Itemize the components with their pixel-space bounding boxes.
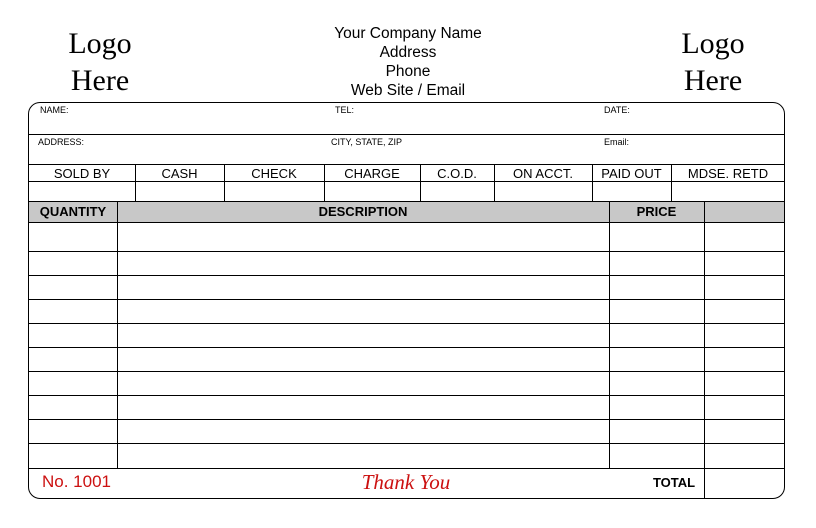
items-column-divider: [609, 201, 610, 468]
logo-right-line2: Here: [683, 64, 743, 97]
payment-paid-out: PAID OUT: [601, 166, 662, 181]
name-label: NAME:: [40, 105, 69, 115]
item-row-line: [29, 347, 785, 348]
payment-on-acct: ON ACCT.: [513, 166, 573, 181]
logo-left-line1: Logo: [68, 27, 132, 60]
company-name: Your Company Name: [334, 25, 482, 42]
description-header: DESCRIPTION: [318, 204, 408, 219]
company-phone: Phone: [385, 63, 431, 80]
company-header: [280, 24, 536, 100]
company-web: Web Site / Email: [350, 82, 466, 99]
payment-mdse-retd: MDSE. RETD: [687, 166, 769, 181]
thank-you-note: Thank You: [361, 470, 451, 494]
items-column-divider: [117, 201, 118, 468]
logo-placeholder-left: [35, 25, 165, 99]
items-column-divider: [704, 201, 705, 498]
payment-cod: C.O.D.: [437, 166, 477, 181]
price-header: PRICE: [636, 204, 677, 219]
divider-payment-bottom: [29, 201, 785, 202]
city-state-zip-label: CITY, STATE, ZIP: [331, 137, 403, 147]
item-row-line: [29, 443, 785, 444]
address-label: ADDRESS:: [38, 137, 85, 147]
total-label: TOTAL: [652, 475, 696, 490]
form-box: [28, 102, 785, 499]
tel-label: TEL:: [335, 105, 355, 115]
item-row-line: [29, 251, 785, 252]
payment-cash: CASH: [161, 166, 198, 181]
payment-charge: CHARGE: [344, 166, 400, 181]
items-bottom-line: [29, 468, 785, 469]
quantity-header: QUANTITY: [39, 204, 107, 219]
item-row-line: [29, 323, 785, 324]
payment-check: CHECK: [251, 166, 297, 181]
date-label: DATE:: [604, 105, 630, 115]
item-row-line: [29, 419, 785, 420]
item-row-line: [29, 299, 785, 300]
item-row-line: [29, 371, 785, 372]
logo-left-line2: Here: [70, 64, 130, 97]
divider-name-address: [29, 134, 785, 135]
company-address: Address: [379, 44, 437, 61]
logo-placeholder-right: [648, 25, 778, 99]
logo-right-line1: Logo: [681, 27, 745, 60]
item-row-line: [29, 275, 785, 276]
payment-sold-by: SOLD BY: [53, 166, 111, 181]
receipt-number: No. 1001: [42, 472, 111, 491]
divider-items-header: [29, 222, 785, 223]
email-label: Email:: [604, 137, 630, 147]
item-row-line: [29, 395, 785, 396]
